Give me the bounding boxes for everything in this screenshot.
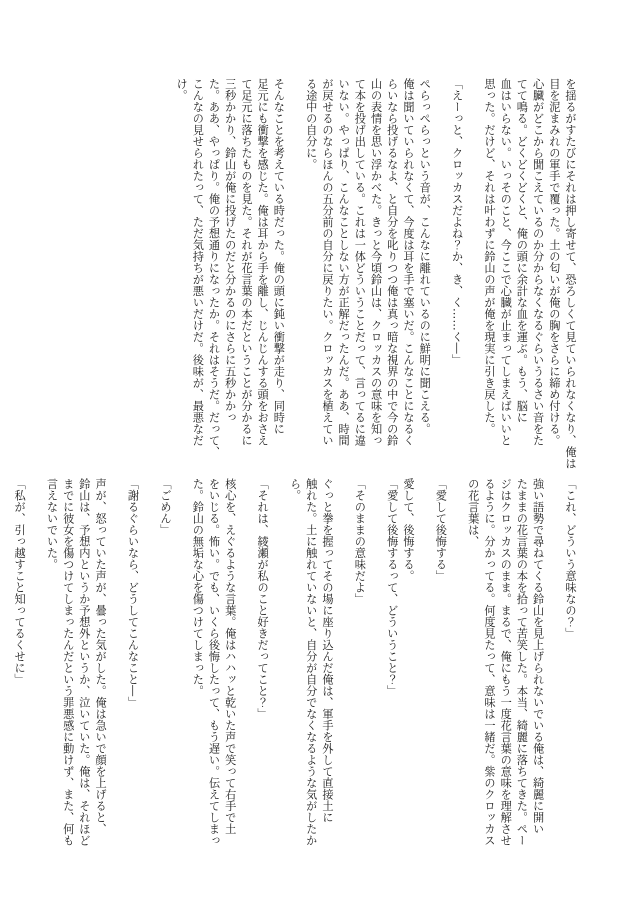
text-line: そんなことを考えている時だった。俺の頭に鈍い衝撃が走り、同時に (272, 78, 286, 435)
text-line (448, 478, 464, 856)
text-line: をいじる。怖い。でも、いくら後悔したって、もう遅い。伝えてしまっ (207, 478, 221, 846)
text-line: 山の表情を思い浮かべた。きっと今頃鈴山は、クロッカスの意味を知っ (369, 78, 383, 446)
text-line: 「愛して後悔するって、どういうこと？」 (385, 478, 399, 697)
text-line (108, 478, 124, 856)
text-line: 「私が、引っ越すこと知ってるくせに」 (13, 478, 27, 685)
text-line: 三秒かかり、鈴山が俺に投げたのだと分かるのにさらに五秒かかっ (223, 78, 237, 423)
text-line (141, 478, 157, 856)
text-line: 俺は聞いていられなくて、今度は耳を手で塞いだ。こんなことになるく (401, 78, 415, 446)
text-line: た。鈴山の無垢な心を傷つけてしまった。 (191, 478, 205, 697)
text-line: て足元に落ちたものを見た。それが花言葉の本だということが分かるに (239, 78, 253, 446)
text-line: 「謝るぐらいなら、どうしてこんなこと―」 (126, 478, 140, 708)
text-line: て本を投げ出している。これは一体どういうことだって、言ってるに違 (353, 78, 367, 446)
text-line: 「愛して後悔する」 (434, 478, 448, 582)
text-line (432, 78, 448, 458)
text-line (416, 478, 432, 856)
text-line: 核心を、えぐるような言葉。俺はハハッと乾いた声で笑って右手で土 (223, 478, 237, 835)
text-line (0, 478, 11, 856)
text-line (286, 78, 302, 458)
text-line: た。ああ、やっぱり。俺の予想通りになったか。それはそうだ。だって、 (207, 78, 221, 458)
text-line: るように。分かってる。何度見たって、意味は一緒だ。紫のクロッカス (482, 478, 496, 846)
text-line: け。 (175, 78, 189, 101)
text-line (173, 478, 189, 856)
text-line: 目を泥まみれの軍手で覆った。土の匂いが俺の胸をさらに締め付ける。 (547, 78, 561, 446)
text-line: が戻せるのならほんの五分前の自分に戻りたい。クロッカスを植えてい (320, 78, 334, 446)
text-line: 言えないでいた。 (45, 478, 59, 570)
text-line: の花言葉は、 (466, 478, 480, 547)
upper-text-block (58, 78, 578, 469)
text-line: 触れた。土に触れていないと、自分が自分でなくなるような気がしたか (304, 478, 318, 846)
text-line: たままの花言葉の本を拾って苦笑した。本当、綺麗に落ちてきた。ペー (515, 478, 529, 846)
text-line: 足元にも衝撃を感じた。俺は耳から手を離し、じんじんする頭をおさえ (256, 78, 270, 446)
text-line: る途中の自分に。 (304, 78, 318, 170)
text-line: 強い語勢で尋ねてくる鈴山を見上げられないでいる俺は、綺麗に開い (531, 478, 545, 835)
text-line: 「そのままの意味だよ」 (353, 478, 367, 605)
text-line: 声が、怒っていた声が、曇った気がした。俺は急いで顔を上げると、 (94, 478, 108, 835)
text-line: 思った。だけど、それは叶わずに鈴山の声が俺を現実に引き戻した。 (482, 78, 496, 435)
text-line: 鈴山は、予想内というか予想外というか、泣いていた。俺は、それほど (77, 478, 91, 846)
text-line: ぺらっぺらっという音が、こんなに離れているのに鮮明に聞こえる。 (418, 78, 432, 435)
text-line: ぐっと拳を握ってその場に座り込んだ俺は、軍手を外して直接土に (320, 478, 334, 823)
text-line: を揺るがすたびにそれは押し寄せて、恐ろしくて見ていられなくなり、俺は (564, 78, 577, 469)
text-line: らいなら投げるなよ、と自分を叱りつつ俺は真っ暗な視界の中で今の鈴 (385, 78, 399, 446)
text-line: 血はいらない。いっそのこと、今ここで心臓が止まってしまえばいいと (499, 78, 513, 446)
lower-text-block (13, 478, 578, 856)
text-line: ら。 (288, 478, 302, 501)
text-line: 心臓がどこから聞こえているのか分からなくなるぐらいうるさい音をた (531, 78, 545, 446)
text-line: までに彼女を傷つけてしまったんだという罪悪感に動けず、また、何も (61, 478, 75, 846)
text-line (270, 478, 286, 856)
text-line: 「これ、どういう意味なの？」 (564, 478, 577, 639)
text-line: 「それは、綾瀬が私のこと好きだってこと？」 (256, 478, 270, 720)
text-line (546, 478, 562, 856)
text-line: 「ごめん」 (158, 478, 172, 536)
text-line (335, 478, 351, 856)
text-line (27, 478, 43, 856)
text-line (367, 478, 383, 856)
text-line (238, 478, 254, 856)
text-line: こんなの見せられたって、ただ気持ちが悪いだけだ。後味が、最悪なだ (191, 78, 205, 446)
text-line: ジはクロッカスのまま。まるで、俺にもう一度花言葉の意味を理解させ (499, 478, 513, 846)
text-line: 「えーっと、クロッカスだよね？か、き、く……く―」 (450, 78, 464, 366)
text-line (465, 78, 481, 458)
text-line: てて鳴る。どくどくどくと、俺の頭に余計な血を運ぶ。もう、脳に (515, 78, 529, 423)
text-line: 愛して、後悔する。 (401, 478, 415, 582)
text-line: いない。やっぱり、こんなことしない方が正解だったんだ。ああ、時間 (337, 78, 351, 446)
